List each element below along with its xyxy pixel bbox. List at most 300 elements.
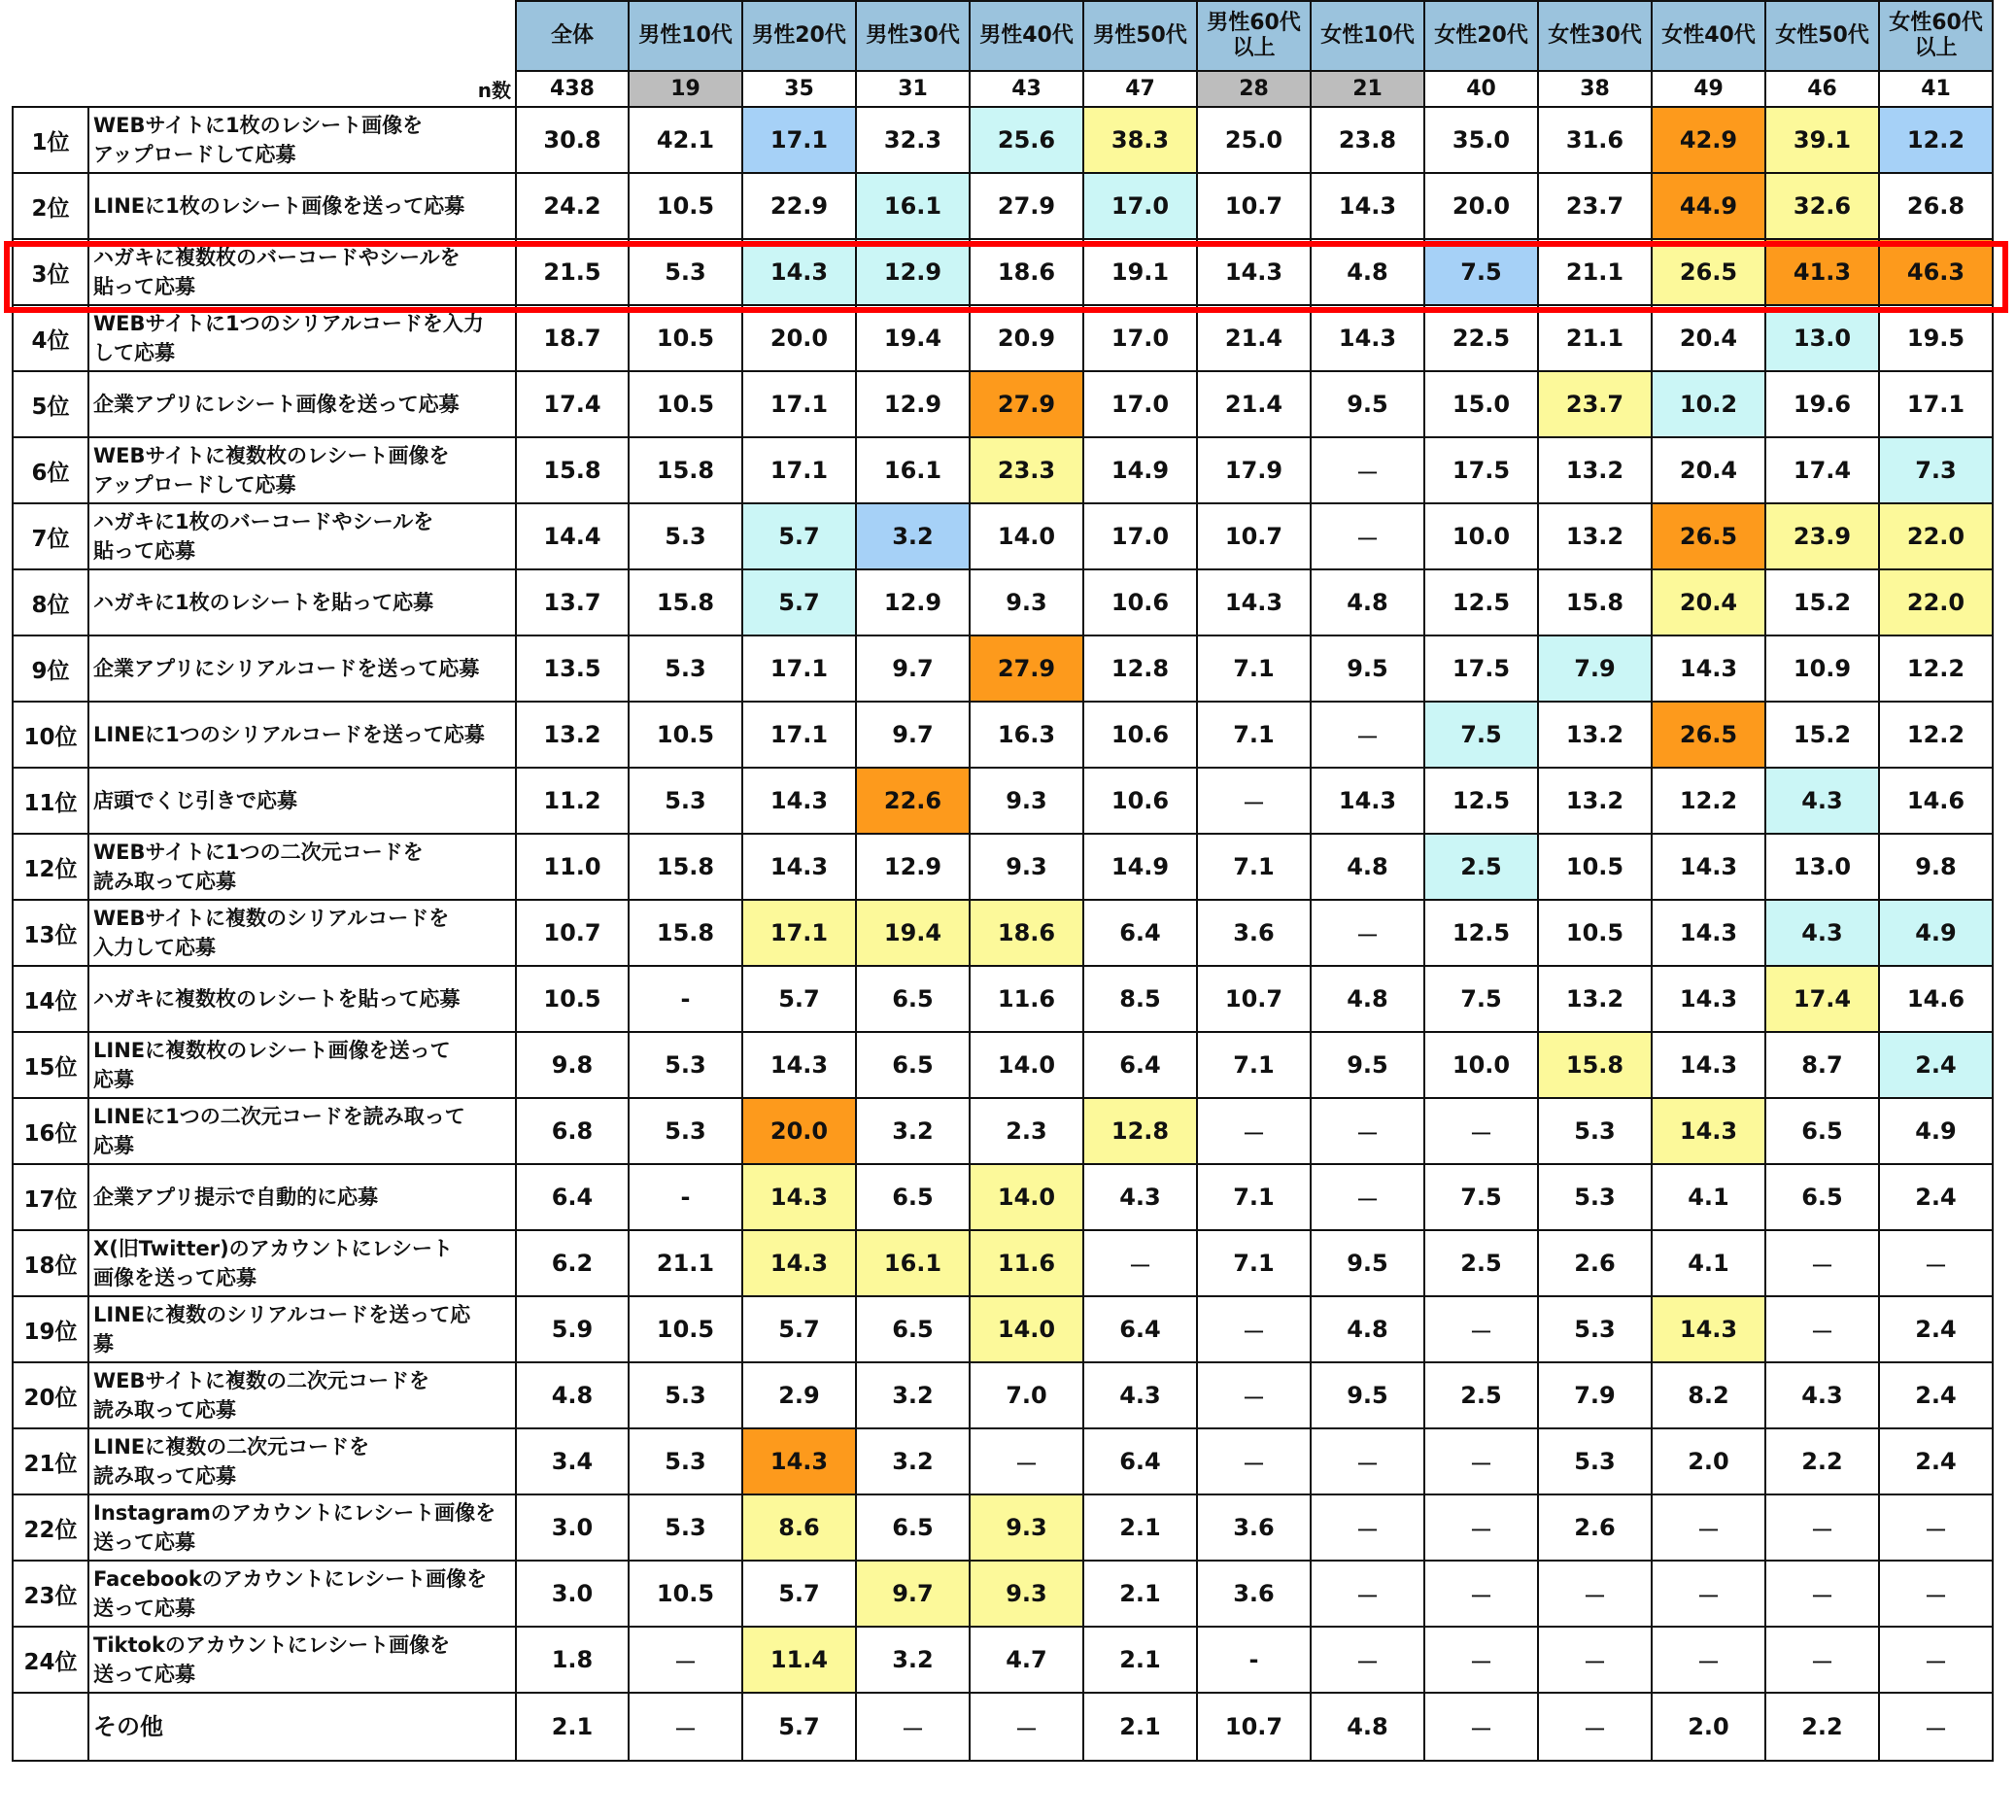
percentage-cell: - <box>629 966 742 1032</box>
percentage-cell: 9.3 <box>970 1494 1083 1561</box>
ranking-row <box>13 900 1993 966</box>
percentage-cell: 14.3 <box>1652 635 1765 702</box>
percentage-cell: 14.0 <box>970 1164 1083 1230</box>
column-header: 女性30代 <box>1538 1 1652 71</box>
other-row <box>13 1693 1993 1761</box>
percentage-cell: － <box>1538 1561 1652 1627</box>
percentage-cell: 17.5 <box>1424 437 1538 503</box>
percentage-cell: 13.2 <box>1538 768 1652 834</box>
percentage-cell: － <box>1652 1494 1765 1561</box>
percentage-cell: 3.2 <box>856 1428 970 1494</box>
percentage-cell: 17.5 <box>1424 635 1538 702</box>
percentage-cell: 7.1 <box>1197 1032 1311 1098</box>
percentage-cell: 9.8 <box>1879 834 1993 900</box>
percentage-cell: 14.3 <box>742 1230 856 1296</box>
percentage-cell: 14.3 <box>1311 305 1424 371</box>
percentage-cell: 5.3 <box>1538 1428 1652 1494</box>
percentage-cell: － <box>1879 1494 1993 1561</box>
ranking-row <box>13 1494 1993 1561</box>
percentage-cell: 10.5 <box>629 702 742 768</box>
percentage-cell: － <box>1424 1561 1538 1627</box>
percentage-cell: 15.8 <box>629 900 742 966</box>
percentage-cell: 18.6 <box>970 239 1083 305</box>
percentage-cell: － <box>1879 1693 1993 1761</box>
percentage-cell: 5.7 <box>742 1561 856 1627</box>
percentage-cell: 4.3 <box>1765 1362 1879 1428</box>
percentage-cell: 22.0 <box>1879 503 1993 569</box>
ranking-row <box>13 966 1993 1032</box>
method-label: LINEに複数のシリアルコードを送って応 募 <box>88 1296 516 1362</box>
percentage-cell: 14.3 <box>1652 966 1765 1032</box>
method-label: ハガキに複数枚のバーコードやシールを 貼って応募 <box>88 239 516 305</box>
percentage-cell: 2.2 <box>1765 1428 1879 1494</box>
n-count-value: 38 <box>1538 71 1652 107</box>
percentage-cell: 14.0 <box>970 1296 1083 1362</box>
ranking-body <box>13 107 1993 1761</box>
percentage-cell: 38.3 <box>1083 107 1197 173</box>
method-label: WEBサイトに複数の二次元コードを 読み取って応募 <box>88 1362 516 1428</box>
percentage-cell: 10.6 <box>1083 702 1197 768</box>
percentage-cell: 39.1 <box>1765 107 1879 173</box>
method-label: 企業アプリ提示で自動的に応募 <box>88 1164 516 1230</box>
percentage-cell: 10.5 <box>1538 900 1652 966</box>
percentage-cell: 10.7 <box>1197 503 1311 569</box>
percentage-cell: 6.4 <box>1083 1032 1197 1098</box>
percentage-cell: 26.8 <box>1879 173 1993 239</box>
percentage-cell: 14.6 <box>1879 966 1993 1032</box>
percentage-cell: 7.5 <box>1424 966 1538 1032</box>
percentage-cell: 14.3 <box>1197 239 1311 305</box>
percentage-cell: 16.1 <box>856 1230 970 1296</box>
percentage-cell: 12.2 <box>1879 635 1993 702</box>
percentage-cell: 2.4 <box>1879 1428 1993 1494</box>
percentage-cell: 18.7 <box>516 305 629 371</box>
percentage-cell: 19.1 <box>1083 239 1197 305</box>
rank-cell: 14位 <box>13 966 88 1032</box>
method-label: LINEに1枚のレシート画像を送って応募 <box>88 173 516 239</box>
percentage-cell: 3.6 <box>1197 1494 1311 1561</box>
percentage-cell: 11.4 <box>742 1627 856 1693</box>
rank-cell: 21位 <box>13 1428 88 1494</box>
method-label: LINEに1つのシリアルコードを送って応募 <box>88 702 516 768</box>
percentage-cell: 10.0 <box>1424 503 1538 569</box>
ranking-table <box>12 0 1994 1762</box>
column-header: 男性20代 <box>742 1 856 71</box>
percentage-cell: 2.5 <box>1424 1230 1538 1296</box>
percentage-cell: 2.1 <box>516 1693 629 1761</box>
percentage-cell: 13.2 <box>1538 966 1652 1032</box>
percentage-cell: 23.7 <box>1538 173 1652 239</box>
percentage-cell: 27.9 <box>970 635 1083 702</box>
percentage-cell: 19.4 <box>856 900 970 966</box>
method-label: LINEに複数枚のレシート画像を送って 応募 <box>88 1032 516 1098</box>
percentage-cell: 10.5 <box>629 1296 742 1362</box>
percentage-cell: 7.1 <box>1197 702 1311 768</box>
percentage-cell: － <box>1879 1230 1993 1296</box>
percentage-cell: 9.7 <box>856 1561 970 1627</box>
ranking-row <box>13 437 1993 503</box>
percentage-cell: 9.3 <box>970 569 1083 635</box>
n-count-value: 19 <box>629 71 742 107</box>
percentage-cell: 44.9 <box>1652 173 1765 239</box>
percentage-cell: 32.6 <box>1765 173 1879 239</box>
percentage-cell: 5.3 <box>629 635 742 702</box>
percentage-cell: 6.5 <box>856 1164 970 1230</box>
percentage-cell: 7.0 <box>970 1362 1083 1428</box>
ranking-row <box>13 569 1993 635</box>
percentage-cell: 3.4 <box>516 1428 629 1494</box>
percentage-cell: 30.8 <box>516 107 629 173</box>
header-blank <box>88 1 516 71</box>
percentage-cell: 21.5 <box>516 239 629 305</box>
percentage-cell: 2.9 <box>742 1362 856 1428</box>
percentage-cell: 14.3 <box>1311 173 1424 239</box>
percentage-cell: 4.3 <box>1765 900 1879 966</box>
percentage-cell: 6.5 <box>856 966 970 1032</box>
percentage-cell: 5.3 <box>1538 1164 1652 1230</box>
method-label: WEBサイトに複数枚のレシート画像を アップロードして応募 <box>88 437 516 503</box>
percentage-cell: － <box>1197 1098 1311 1164</box>
percentage-cell: － <box>1765 1494 1879 1561</box>
percentage-cell: 14.3 <box>1652 1296 1765 1362</box>
percentage-cell: 4.8 <box>1311 834 1424 900</box>
percentage-cell: 2.3 <box>970 1098 1083 1164</box>
percentage-cell: 4.3 <box>1765 768 1879 834</box>
percentage-cell: 23.3 <box>970 437 1083 503</box>
method-label: 企業アプリにレシート画像を送って応募 <box>88 371 516 437</box>
ranking-row <box>13 768 1993 834</box>
percentage-cell: 12.9 <box>856 569 970 635</box>
percentage-cell: 42.9 <box>1652 107 1765 173</box>
percentage-cell: 5.3 <box>629 1494 742 1561</box>
percentage-cell: 2.5 <box>1424 834 1538 900</box>
method-label: WEBサイトに複数のシリアルコードを 入力して応募 <box>88 900 516 966</box>
percentage-cell: 15.2 <box>1765 569 1879 635</box>
percentage-cell: 7.5 <box>1424 1164 1538 1230</box>
percentage-cell: － <box>629 1693 742 1761</box>
percentage-cell: 11.0 <box>516 834 629 900</box>
percentage-cell: 5.3 <box>1538 1296 1652 1362</box>
column-header: 女性20代 <box>1424 1 1538 71</box>
rank-cell: 9位 <box>13 635 88 702</box>
percentage-cell: 14.3 <box>742 768 856 834</box>
percentage-cell: 6.5 <box>856 1032 970 1098</box>
method-label: 店頭でくじ引きで応募 <box>88 768 516 834</box>
percentage-cell: 9.5 <box>1311 635 1424 702</box>
percentage-cell: 21.1 <box>1538 239 1652 305</box>
percentage-cell: 4.3 <box>1083 1164 1197 1230</box>
percentage-cell: 23.9 <box>1765 503 1879 569</box>
percentage-cell: 5.7 <box>742 1693 856 1761</box>
percentage-cell: 15.8 <box>1538 1032 1652 1098</box>
percentage-cell: － <box>1538 1627 1652 1693</box>
percentage-cell: － <box>970 1693 1083 1761</box>
rank-cell: 19位 <box>13 1296 88 1362</box>
percentage-cell: 3.0 <box>516 1494 629 1561</box>
n-count-value: 40 <box>1424 71 1538 107</box>
percentage-cell: － <box>970 1428 1083 1494</box>
rank-cell: 3位 <box>13 239 88 305</box>
percentage-cell: 2.0 <box>1652 1693 1765 1761</box>
percentage-cell: 4.8 <box>1311 966 1424 1032</box>
percentage-cell: 12.8 <box>1083 635 1197 702</box>
percentage-cell: 26.5 <box>1652 702 1765 768</box>
percentage-cell: 10.9 <box>1765 635 1879 702</box>
percentage-cell: 20.0 <box>742 1098 856 1164</box>
percentage-cell: 9.3 <box>970 1561 1083 1627</box>
percentage-cell: 5.9 <box>516 1296 629 1362</box>
n-blank <box>13 71 88 107</box>
percentage-cell: 17.1 <box>742 107 856 173</box>
percentage-cell: 17.1 <box>742 702 856 768</box>
percentage-cell: 17.1 <box>742 635 856 702</box>
percentage-cell: － <box>1197 1428 1311 1494</box>
n-count-value: 28 <box>1197 71 1311 107</box>
percentage-cell: 14.3 <box>742 239 856 305</box>
percentage-cell: 13.2 <box>516 702 629 768</box>
column-header: 男性40代 <box>970 1 1083 71</box>
percentage-cell: 15.8 <box>629 437 742 503</box>
percentage-cell: － <box>1424 1494 1538 1561</box>
rank-cell: 13位 <box>13 900 88 966</box>
percentage-cell: 8.6 <box>742 1494 856 1561</box>
percentage-cell: 14.3 <box>1197 569 1311 635</box>
percentage-cell: 25.0 <box>1197 107 1311 173</box>
percentage-cell: 46.3 <box>1879 239 1993 305</box>
column-header: 女性50代 <box>1765 1 1879 71</box>
ranking-row <box>13 1362 1993 1428</box>
ranking-row <box>13 305 1993 371</box>
percentage-cell: 7.5 <box>1424 239 1538 305</box>
percentage-cell: 16.1 <box>856 437 970 503</box>
percentage-cell: 12.9 <box>856 834 970 900</box>
column-header: 女性10代 <box>1311 1 1424 71</box>
rank-cell: 18位 <box>13 1230 88 1296</box>
percentage-cell: 11.6 <box>970 966 1083 1032</box>
percentage-cell: 5.7 <box>742 1296 856 1362</box>
percentage-cell: 7.3 <box>1879 437 1993 503</box>
rank-cell: 11位 <box>13 768 88 834</box>
percentage-cell: 2.1 <box>1083 1693 1197 1761</box>
percentage-cell: 13.2 <box>1538 702 1652 768</box>
percentage-cell: 2.4 <box>1879 1164 1993 1230</box>
percentage-cell: 16.3 <box>970 702 1083 768</box>
percentage-cell: 12.5 <box>1424 900 1538 966</box>
column-header: 男性10代 <box>629 1 742 71</box>
percentage-cell: 17.1 <box>742 900 856 966</box>
percentage-cell: 12.9 <box>856 239 970 305</box>
n-count-value: 41 <box>1879 71 1993 107</box>
percentage-cell: 6.4 <box>1083 1428 1197 1494</box>
percentage-cell: 4.9 <box>1879 900 1993 966</box>
rank-cell: 10位 <box>13 702 88 768</box>
percentage-cell: 13.0 <box>1765 305 1879 371</box>
n-count-value: 46 <box>1765 71 1879 107</box>
percentage-cell: 22.5 <box>1424 305 1538 371</box>
column-header: 女性40代 <box>1652 1 1765 71</box>
percentage-cell: 22.6 <box>856 768 970 834</box>
percentage-cell: 6.5 <box>1765 1164 1879 1230</box>
percentage-cell: 4.7 <box>970 1627 1083 1693</box>
percentage-cell: 22.0 <box>1879 569 1993 635</box>
percentage-cell: 6.5 <box>856 1296 970 1362</box>
column-header: 男性50代 <box>1083 1 1197 71</box>
percentage-cell: 20.0 <box>742 305 856 371</box>
percentage-cell: 12.5 <box>1424 569 1538 635</box>
percentage-cell: 15.2 <box>1765 702 1879 768</box>
percentage-cell: 2.4 <box>1879 1296 1993 1362</box>
percentage-cell: 3.0 <box>516 1561 629 1627</box>
percentage-cell: 15.0 <box>1424 371 1538 437</box>
percentage-cell: 2.2 <box>1765 1693 1879 1761</box>
percentage-cell: － <box>1311 1428 1424 1494</box>
percentage-cell: 14.3 <box>742 834 856 900</box>
percentage-cell: － <box>1311 1494 1424 1561</box>
percentage-cell: 2.1 <box>1083 1494 1197 1561</box>
percentage-cell: 10.5 <box>629 1561 742 1627</box>
percentage-cell: 10.7 <box>1197 1693 1311 1761</box>
column-header: 男性30代 <box>856 1 970 71</box>
n-count-label: n数 <box>477 78 511 102</box>
percentage-cell: 5.3 <box>629 1428 742 1494</box>
method-label: LINEに1つの二次元コードを読み取って 応募 <box>88 1098 516 1164</box>
percentage-cell: 15.8 <box>629 569 742 635</box>
percentage-cell: 5.3 <box>629 1098 742 1164</box>
percentage-cell: 23.8 <box>1311 107 1424 173</box>
percentage-cell: 12.8 <box>1083 1098 1197 1164</box>
percentage-cell: － <box>1311 702 1424 768</box>
percentage-cell: 35.0 <box>1424 107 1538 173</box>
percentage-cell: 17.0 <box>1083 371 1197 437</box>
percentage-cell: 13.2 <box>1538 503 1652 569</box>
percentage-cell: － <box>629 1627 742 1693</box>
percentage-cell: 9.3 <box>970 768 1083 834</box>
percentage-cell: 19.5 <box>1879 305 1993 371</box>
percentage-cell: 17.1 <box>742 371 856 437</box>
percentage-cell: 14.3 <box>742 1032 856 1098</box>
method-label: WEBサイトに1枚のレシート画像を アップロードして応募 <box>88 107 516 173</box>
percentage-cell: 14.3 <box>1652 834 1765 900</box>
ranking-row <box>13 1230 1993 1296</box>
percentage-cell: － <box>1424 1693 1538 1761</box>
method-label: ハガキに複数枚のレシートを貼って応募 <box>88 966 516 1032</box>
percentage-cell: 27.9 <box>970 371 1083 437</box>
percentage-cell: 15.8 <box>629 834 742 900</box>
percentage-cell: 11.2 <box>516 768 629 834</box>
percentage-cell: 14.3 <box>1652 900 1765 966</box>
percentage-cell: － <box>1765 1296 1879 1362</box>
percentage-cell: 17.1 <box>1879 371 1993 437</box>
column-header: 全体 <box>516 1 629 71</box>
rank-cell: 20位 <box>13 1362 88 1428</box>
n-count-value: 31 <box>856 71 970 107</box>
method-label: Facebookのアカウントにレシート画像を 送って応募 <box>88 1561 516 1627</box>
percentage-cell: 6.5 <box>1765 1098 1879 1164</box>
rank-cell <box>13 1693 88 1761</box>
percentage-cell: 17.4 <box>516 371 629 437</box>
percentage-cell: 3.6 <box>1197 900 1311 966</box>
percentage-cell: 21.4 <box>1197 305 1311 371</box>
percentage-cell: 14.4 <box>516 503 629 569</box>
percentage-cell: － <box>1311 437 1424 503</box>
percentage-cell: 14.3 <box>1311 768 1424 834</box>
percentage-cell: 5.3 <box>1538 1098 1652 1164</box>
percentage-cell: 26.5 <box>1652 503 1765 569</box>
percentage-cell: 14.9 <box>1083 834 1197 900</box>
percentage-cell: 4.8 <box>1311 569 1424 635</box>
percentage-cell: 17.0 <box>1083 305 1197 371</box>
percentage-cell: 12.5 <box>1424 768 1538 834</box>
rank-cell: 12位 <box>13 834 88 900</box>
percentage-cell: 9.7 <box>856 635 970 702</box>
percentage-cell: － <box>1311 1098 1424 1164</box>
percentage-cell: 3.2 <box>856 503 970 569</box>
ranking-row <box>13 702 1993 768</box>
percentage-cell: 11.6 <box>970 1230 1083 1296</box>
percentage-cell: 12.2 <box>1879 107 1993 173</box>
percentage-cell: 20.4 <box>1652 437 1765 503</box>
n-count-value: 47 <box>1083 71 1197 107</box>
percentage-cell: 20.4 <box>1652 569 1765 635</box>
rank-cell: 1位 <box>13 107 88 173</box>
percentage-cell: － <box>1765 1230 1879 1296</box>
method-label: 企業アプリにシリアルコードを送って応募 <box>88 635 516 702</box>
percentage-cell: 14.9 <box>1083 437 1197 503</box>
ranking-row <box>13 1627 1993 1693</box>
rank-cell: 17位 <box>13 1164 88 1230</box>
percentage-cell: 2.0 <box>1652 1428 1765 1494</box>
percentage-cell: 9.7 <box>856 702 970 768</box>
percentage-cell: 42.1 <box>629 107 742 173</box>
header-blank <box>13 1 88 71</box>
percentage-cell: 3.6 <box>1197 1561 1311 1627</box>
percentage-cell: 9.3 <box>970 834 1083 900</box>
percentage-cell: － <box>1083 1230 1197 1296</box>
n-count-value: 49 <box>1652 71 1765 107</box>
percentage-cell: 5.7 <box>742 569 856 635</box>
percentage-cell: 9.5 <box>1311 1362 1424 1428</box>
percentage-cell: 27.9 <box>970 173 1083 239</box>
percentage-cell: 26.5 <box>1652 239 1765 305</box>
percentage-cell: 17.4 <box>1765 966 1879 1032</box>
percentage-cell: 7.9 <box>1538 635 1652 702</box>
percentage-cell: 4.1 <box>1652 1164 1765 1230</box>
percentage-cell: 10.7 <box>1197 173 1311 239</box>
percentage-cell: 7.5 <box>1424 702 1538 768</box>
percentage-cell: 15.8 <box>516 437 629 503</box>
percentage-cell: 2.1 <box>1083 1627 1197 1693</box>
percentage-cell: 24.2 <box>516 173 629 239</box>
percentage-cell: 16.1 <box>856 173 970 239</box>
percentage-cell: － <box>1311 900 1424 966</box>
percentage-cell: 31.6 <box>1538 107 1652 173</box>
n-count-value: 43 <box>970 71 1083 107</box>
percentage-cell: 3.2 <box>856 1362 970 1428</box>
percentage-cell: 9.5 <box>1311 1032 1424 1098</box>
percentage-cell: 20.4 <box>1652 305 1765 371</box>
percentage-cell: 5.7 <box>742 966 856 1032</box>
percentage-cell: 3.2 <box>856 1098 970 1164</box>
rank-cell: 6位 <box>13 437 88 503</box>
percentage-cell: 17.4 <box>1765 437 1879 503</box>
percentage-cell: － <box>1197 1296 1311 1362</box>
percentage-cell: 1.8 <box>516 1627 629 1693</box>
percentage-cell: 7.9 <box>1538 1362 1652 1428</box>
percentage-cell: 4.1 <box>1652 1230 1765 1296</box>
rank-cell: 16位 <box>13 1098 88 1164</box>
percentage-cell: 12.2 <box>1879 702 1993 768</box>
percentage-cell: 5.3 <box>629 768 742 834</box>
